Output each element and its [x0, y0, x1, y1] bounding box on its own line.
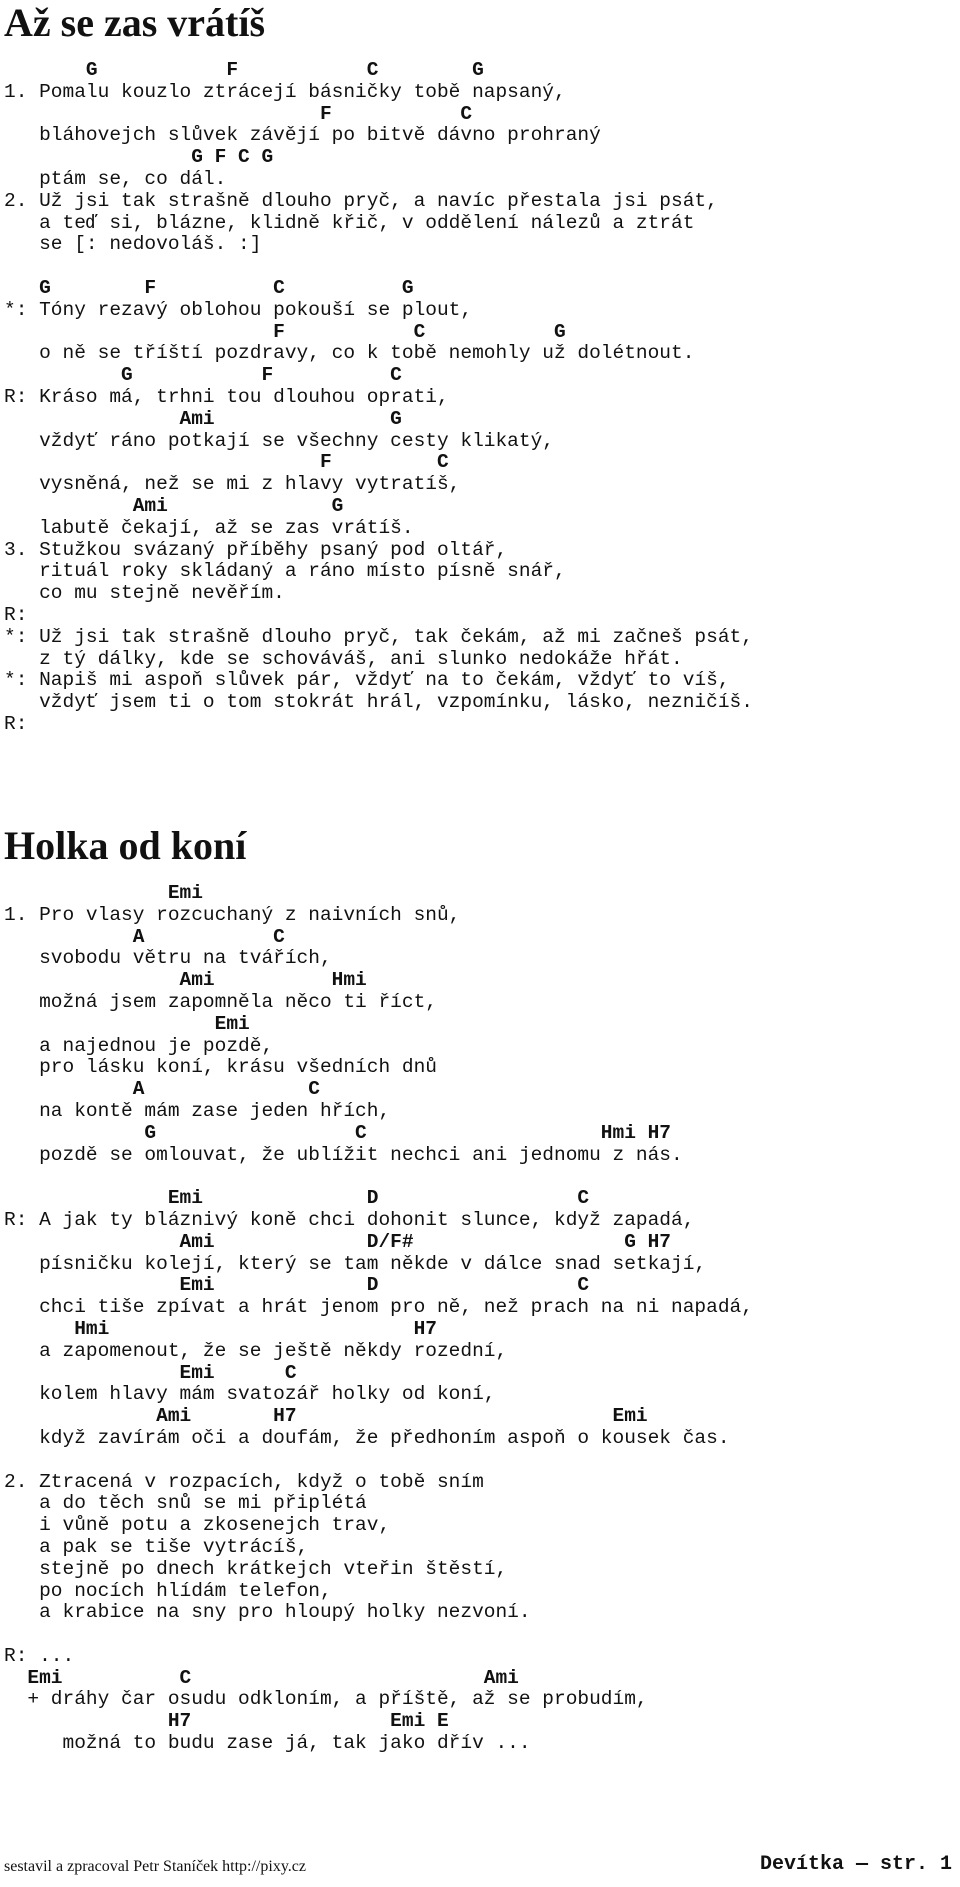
- chord-line: Ami Hmi: [4, 969, 367, 992]
- footer-page-number: Devítka — str. 1: [759, 1853, 952, 1876]
- lyric-line: na kontě mám zase jeden hřích,: [4, 1099, 391, 1122]
- blank-line: [4, 1450, 954, 1472]
- lyric-line: R: ...: [4, 1644, 75, 1667]
- lyric-line: bláhovejch slůvek závějí po bitvě dávno prohraný: [4, 124, 601, 147]
- chord-line: Emi D C: [4, 1274, 590, 1297]
- lyric-line: 2. Ztracená v rozpacích, když o tobě sním: [4, 1470, 484, 1493]
- lyric-line: + dráhy čar osudu odkloním, a příště, až se probudím,: [4, 1688, 648, 1711]
- lyric-line: R:: [4, 712, 28, 735]
- lyric-line: když zavírám oči a doufám, že předhoním aspoň o kousek čas.: [4, 1426, 730, 1449]
- chord-line: Ami G: [4, 407, 402, 430]
- lyric-line: z tý dálky, kde se schováváš, ani slunko nedokáže hřát.: [4, 647, 683, 670]
- chord-line: G F C G: [4, 146, 274, 169]
- lyric-line: labutě čekají, až se zas vrátíš.: [4, 516, 414, 539]
- lyric-line: rituál roky skládaný a ráno místo písně snář,: [4, 560, 566, 583]
- lyric-line: pozdě se omlouvat, že ublížit nechci ani jednomu z nás.: [4, 1143, 683, 1166]
- lyric-line: se [: nedovoláš. :]: [4, 233, 262, 256]
- lyric-line: vždyť ráno potkají se všechny cesty klikatý,: [4, 429, 554, 452]
- lyric-line: a do těch snů se mi připlétá: [4, 1492, 367, 1515]
- lyric-line: a zapomenout, že se ještě někdy rozední,: [4, 1339, 508, 1362]
- lyric-line: a najednou je pozdě,: [4, 1034, 274, 1057]
- chord-line: F C: [4, 451, 449, 474]
- lyric-line: možná to budu zase já, tak jako dřív ...: [4, 1732, 531, 1755]
- lyric-line: po nocích hlídám telefon,: [4, 1579, 332, 1602]
- lyric-line: *: Napiš mi aspoň slůvek pár, vždyť na to čekám, vždyť to víš,: [4, 669, 730, 692]
- lyric-line: písničku kolejí, který se tam někde v dálce snad setkají,: [4, 1252, 707, 1275]
- song-lyrics-block: [4, 60, 954, 736]
- lyric-line: ptám se, co dál.: [4, 167, 227, 190]
- chord-line: G C Hmi H7: [4, 1121, 672, 1144]
- chord-line: H7 Emi E: [4, 1710, 449, 1733]
- chord-line: G F C G: [4, 276, 414, 299]
- blank-line: [4, 1624, 954, 1646]
- chord-line: Ami G: [4, 494, 344, 517]
- lyric-line: *: Tóny rezavý oblohou pokouší se plout,: [4, 298, 473, 321]
- lyric-line: 1. Pomalu kouzlo ztrácejí básničky tobě napsaný,: [4, 80, 566, 103]
- lyric-line: co mu stejně nevěřím.: [4, 582, 285, 605]
- chord-line: Emi: [4, 1012, 250, 1035]
- lyric-line: chci tiše zpívat a hrát jenom pro ně, než prach na ni napadá,: [4, 1296, 753, 1319]
- lyric-line: 2. Už jsi tak strašně dlouho pryč, a navíc přestala jsi psát,: [4, 189, 718, 212]
- lyric-line: svobodu větru na tvářích,: [4, 947, 332, 970]
- chord-line: Emi C: [4, 1361, 297, 1384]
- lyric-line: R: A jak ty bláznivý koně chci dohonit slunce, když zapadá,: [4, 1208, 695, 1231]
- lyric-line: R:: [4, 603, 28, 626]
- lyric-line: vysněná, než se mi z hlavy vytratíš,: [4, 473, 461, 496]
- chord-line: Ami H7 Emi: [4, 1405, 648, 1428]
- chord-line: A C: [4, 1078, 320, 1101]
- lyric-line: kolem hlavy mám svatozář holky od koní,: [4, 1383, 496, 1406]
- lyric-line: i vůně potu a zkosenejch trav,: [4, 1514, 391, 1537]
- blank-line: [4, 256, 954, 278]
- lyric-line: a krabice na sny pro hloupý holky nezvoní.: [4, 1601, 531, 1624]
- blank-line: [4, 1166, 954, 1188]
- lyric-line: stejně po dnech krátkejch vteřin štěstí,: [4, 1557, 508, 1580]
- chord-line: G F C: [4, 364, 402, 387]
- song-title: Holka od koní: [4, 823, 247, 868]
- chord-line: A C: [4, 925, 285, 948]
- lyric-line: *: Už jsi tak strašně dlouho pryč, tak čekám, až mi začneš psát,: [4, 625, 753, 648]
- song-title: Až se zas vrátíš: [4, 0, 266, 45]
- lyric-line: vždyť jsem ti o tom stokrát hrál, vzpomínku, lásko, nezničíš.: [4, 691, 753, 714]
- chord-line: F C: [4, 102, 473, 125]
- song-lyrics-block: [4, 883, 954, 1755]
- lyric-line: pro lásku koní, krásu všedních dnů: [4, 1056, 437, 1079]
- lyric-line: 1. Pro vlasy rozcuchaný z naivních snů,: [4, 903, 461, 926]
- footer-credit: sestavil a zpracoval Petr Staníček http://pixy.cz: [4, 1858, 306, 1875]
- chord-line: Ami D/F# G H7: [4, 1230, 672, 1253]
- lyric-line: možná jsem zapomněla něco ti říct,: [4, 990, 437, 1013]
- chord-line: Hmi H7: [4, 1317, 437, 1340]
- chord-line: Emi D C: [4, 1187, 590, 1210]
- lyric-line: R: Kráso má, trhni tou dlouhou oprati,: [4, 385, 449, 408]
- lyric-line: a teď si, blázne, klidně křič, v oddělení nálezů a ztrát: [4, 211, 695, 234]
- lyric-line: o ně se tříští pozdravy, co k tobě nemohly už dolétnout.: [4, 342, 695, 365]
- lyric-line: 3. Stužkou svázaný příběhy psaný pod oltář,: [4, 538, 508, 561]
- chord-line: G F C G: [4, 59, 484, 81]
- lyric-line: a pak se tiše vytrácíš,: [4, 1535, 309, 1558]
- chord-line: Emi C Ami: [4, 1666, 519, 1689]
- chord-line: F C G: [4, 320, 566, 343]
- chord-line: Emi: [4, 882, 203, 904]
